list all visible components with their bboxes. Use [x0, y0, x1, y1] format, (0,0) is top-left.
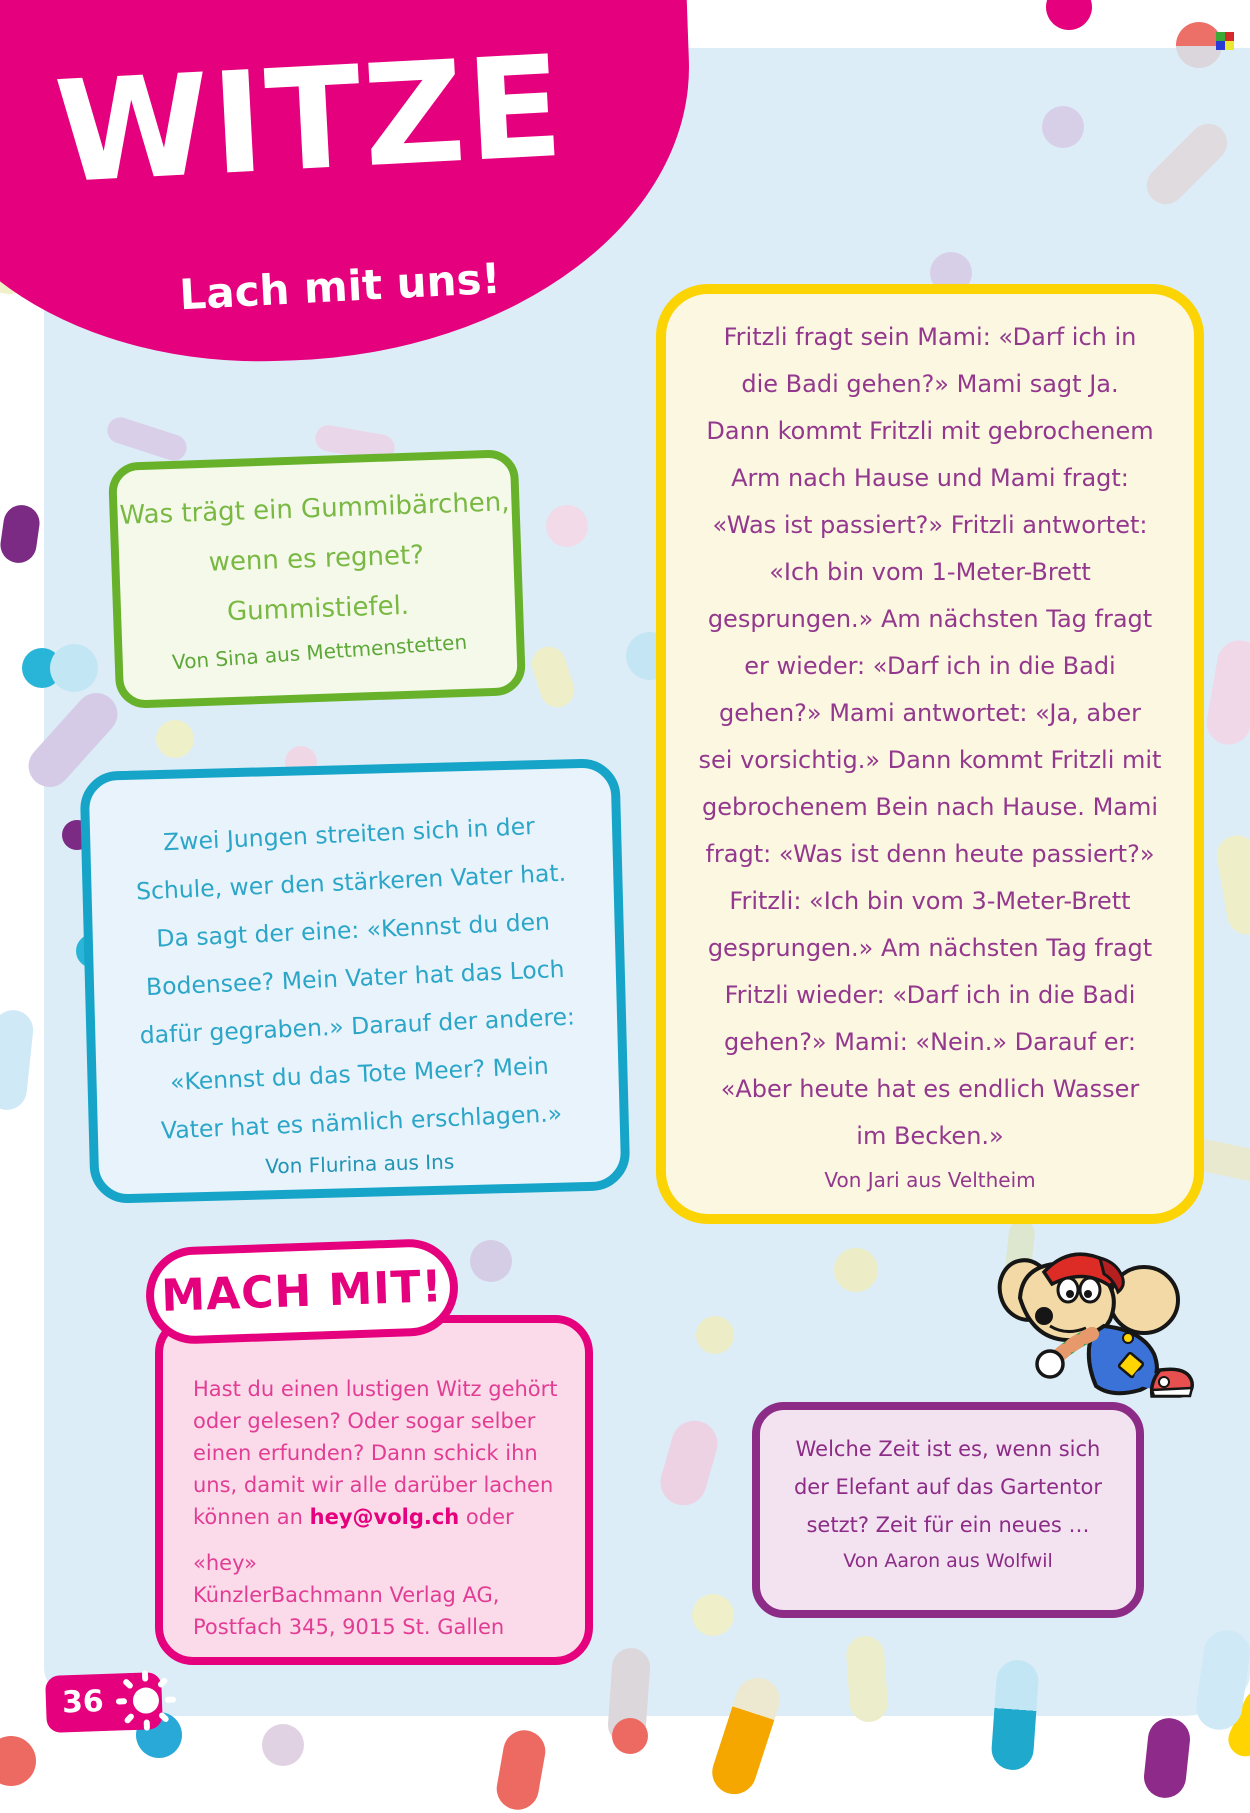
- confetti: [493, 1727, 548, 1813]
- joke-text: [86, 763, 624, 1157]
- confetti: [262, 1724, 304, 1766]
- confetti: [692, 1594, 734, 1636]
- mach-mit-text-after: oder: [459, 1505, 514, 1529]
- text-line: Gummistiefel.: [226, 590, 410, 628]
- mach-mit-label: MACH MIT!: [160, 1261, 444, 1322]
- mach-mit-card: [155, 1315, 593, 1665]
- confetti: [50, 644, 98, 692]
- text-line: setzt? Zeit für ein neues …: [806, 1513, 1090, 1537]
- sun-icon: [113, 1667, 179, 1733]
- mouse-mascot: [992, 1238, 1197, 1414]
- text-line: sei vorsichtig.» Dann kommt Fritzli mit: [698, 746, 1162, 774]
- text-line: im Becken.»: [856, 1122, 1004, 1150]
- text-line: Was trägt ein Gummibärchen,: [119, 487, 511, 531]
- mach-mit-content: [163, 1323, 585, 1643]
- confetti: [470, 1240, 512, 1282]
- page-subtitle: Lach mit uns!: [178, 253, 502, 320]
- text-line: Fritzli: «Ich bin vom 3-Meter-Brett: [729, 887, 1131, 915]
- text-line: Welche Zeit ist es, wenn sich: [795, 1437, 1101, 1461]
- confetti: [990, 1659, 1040, 1772]
- text-line: Fritzli fragt sein Mami: «Darf ich in: [723, 323, 1137, 351]
- mach-mit-text-before: Hast du einen lustigen Witz gehört oder gelesen? Oder sogar selber einen erfunden? Dann schick ihn uns, damit wir alle darüber lachen können an: [193, 1377, 558, 1529]
- confetti: [0, 1736, 36, 1786]
- text-line: gesprungen.» Am nächsten Tag fragt: [707, 934, 1153, 962]
- mach-mit-text: [193, 1373, 567, 1533]
- mouse-mascot-drawing: [992, 1238, 1197, 1410]
- text-line: KünzlerBachmann Verlag AG,: [193, 1583, 500, 1607]
- text-line: die Badi gehen?» Mami sagt Ja.: [741, 370, 1119, 398]
- text-line: gehen?» Mami: «Nein.» Darauf er:: [724, 1028, 1136, 1056]
- text-line: gebrochenem Bein nach Hause. Mami: [701, 793, 1159, 821]
- joke-text: [760, 1410, 1136, 1544]
- confetti: [0, 1008, 35, 1112]
- text-line: Dann kommt Fritzli mit gebrochenem: [706, 417, 1154, 445]
- joke-attribution: Von Aaron aus Wolfwil: [843, 1550, 1053, 1572]
- confetti: [546, 505, 588, 547]
- confetti: [845, 1635, 889, 1723]
- text-line: wenn es regnet?: [208, 540, 425, 578]
- joke-card-elefant: [752, 1402, 1144, 1618]
- text-line: Fritzli wieder: «Darf ich in die Badi: [724, 981, 1136, 1009]
- confetti: [0, 503, 42, 565]
- confetti: [1046, 0, 1092, 30]
- confetti: [612, 1718, 648, 1754]
- color-glitch-icon: [1216, 32, 1234, 50]
- text-line: Da sagt der eine: «Kennst du den: [155, 907, 551, 953]
- text-line: gesprungen.» Am nächsten Tag fragt: [707, 605, 1153, 633]
- text-line: fragt: «Was ist denn heute passiert?»: [705, 840, 1155, 868]
- joke-attribution: Von Sina aus Mettmenstetten: [171, 629, 468, 675]
- confetti: [1042, 106, 1084, 148]
- text-line: Schule, wer den stärkeren Vater hat.: [135, 858, 567, 906]
- confetti: [1142, 1716, 1192, 1800]
- text-line: der Elefant auf das Gartentor: [793, 1475, 1103, 1499]
- confetti: [696, 1316, 734, 1354]
- mach-mit-badge: [144, 1238, 459, 1346]
- text-line: Arm nach Hause und Mami fragt:: [731, 464, 1129, 492]
- text-line: Bodensee? Mein Vater hat das Loch: [145, 954, 566, 1002]
- text-line: «Kennst du das Tote Meer? Mein: [169, 1051, 550, 1097]
- joke-attribution: Von Flurina aus Ins: [265, 1149, 455, 1179]
- page-number-badge: [45, 1672, 163, 1733]
- email-address: hey@volg.ch: [309, 1505, 460, 1529]
- text-line: Vater hat es nämlich erschlagen.»: [160, 1099, 563, 1145]
- joke-card-vater: [79, 758, 630, 1204]
- text-line: «Ich bin vom 1-Meter-Brett: [769, 558, 1091, 586]
- joke-attribution: Von Jari aus Veltheim: [824, 1168, 1036, 1192]
- text-line: «Aber heute hat es endlich Wasser: [720, 1075, 1140, 1103]
- text-line: «Was ist passiert?» Fritzli antwortet:: [712, 511, 1148, 539]
- text-line: er wieder: «Darf ich in die Badi: [744, 652, 1116, 680]
- page-number: 36: [61, 1684, 105, 1721]
- postal-address: [193, 1547, 567, 1643]
- text-line: «hey»: [193, 1551, 257, 1575]
- joke-card-fritzli: [656, 284, 1204, 1224]
- joke-text: [116, 457, 516, 641]
- text-line: gehen?» Mami antwortet: «Ja, aber: [718, 699, 1141, 727]
- text-line: Postfach 345, 9015 St. Gallen: [193, 1615, 505, 1639]
- joke-text: [666, 294, 1194, 1160]
- joke-card-gummibaerchen: [108, 449, 526, 709]
- page-title: WITZE: [51, 25, 569, 216]
- text-line: dafür gegraben.» Darauf der andere:: [139, 1002, 576, 1050]
- text-line: Zwei Jungen streiten sich in der: [162, 812, 536, 857]
- confetti: [834, 1248, 878, 1292]
- confetti: [156, 720, 194, 758]
